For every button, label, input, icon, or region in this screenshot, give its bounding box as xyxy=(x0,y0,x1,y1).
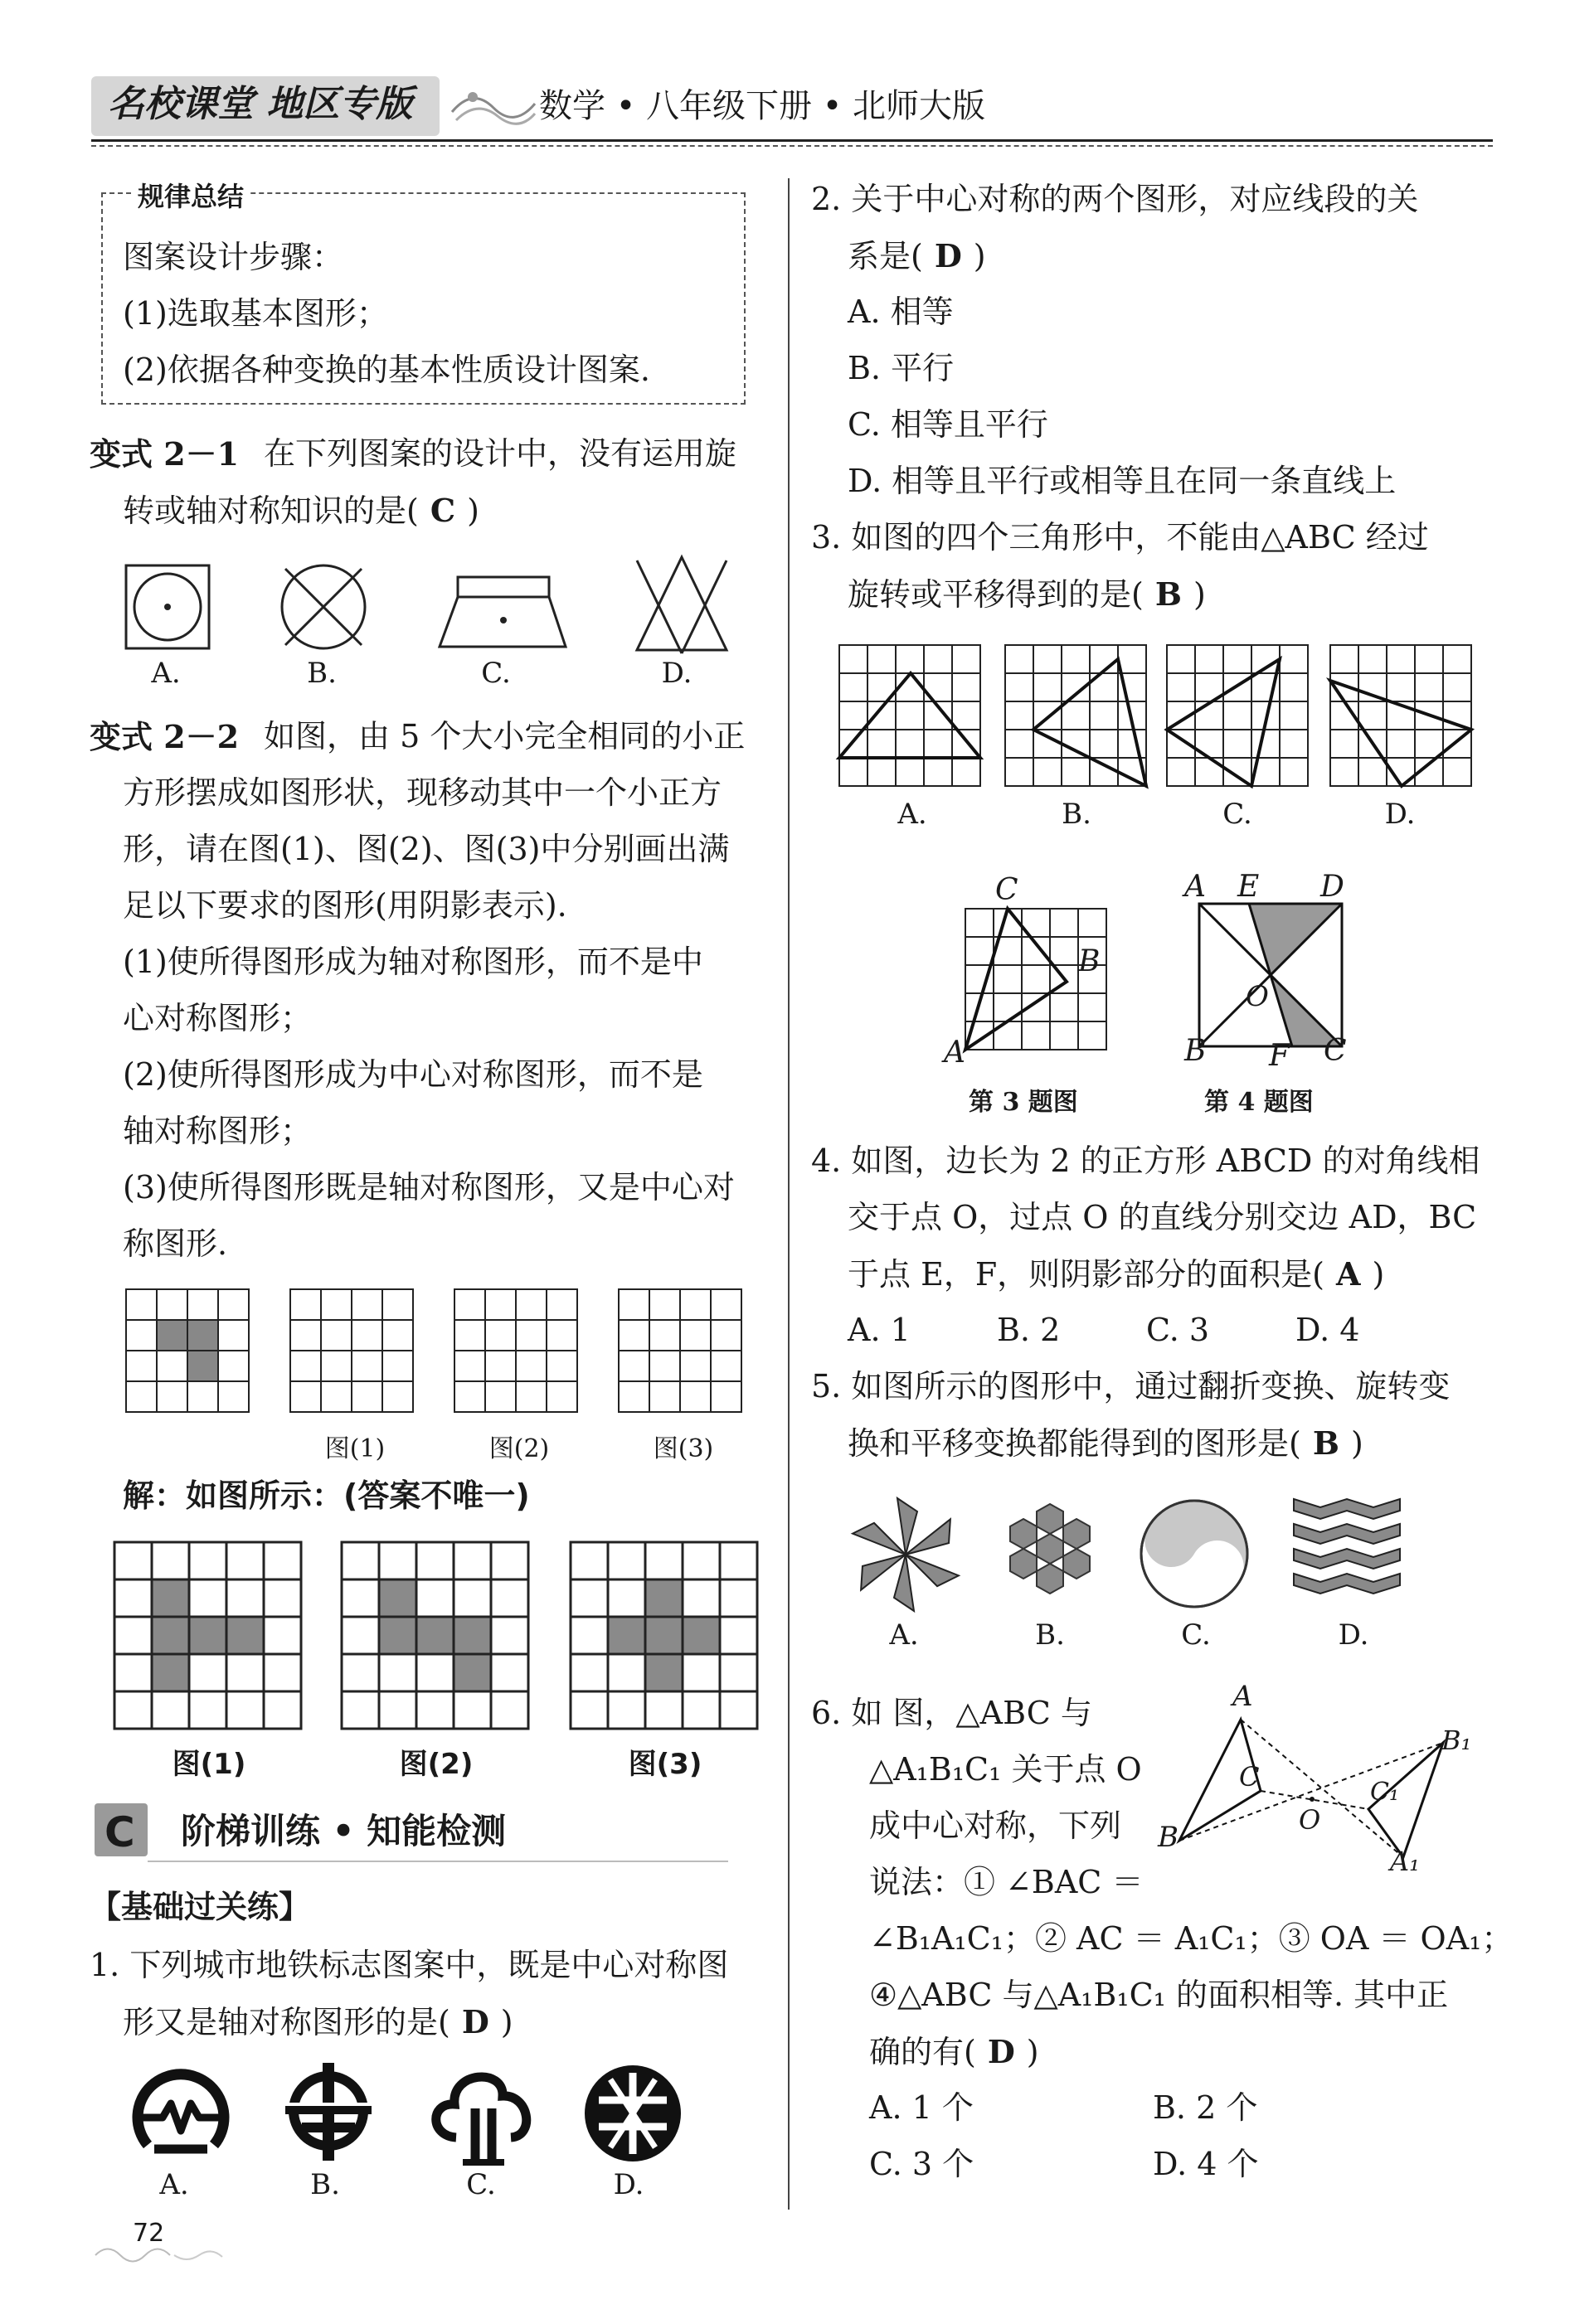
v22-line-5: 心对称图形； xyxy=(123,1000,313,1036)
q4-line-2: 于点 E，F，则阴影部分的面积是( A ) xyxy=(848,1255,1385,1293)
v22-sol-label-3: 图(3) xyxy=(628,1748,702,1781)
q1-logo-b xyxy=(279,2060,378,2163)
v22-solution-grid-3 xyxy=(571,1542,763,1735)
v21-label: 变式 2－1 xyxy=(90,435,240,473)
q2-answer: D xyxy=(934,237,962,274)
q6-option-c: C. 3 个 xyxy=(869,2146,974,2182)
q6-pt-o: O xyxy=(1299,1804,1321,1836)
v21-answer: C xyxy=(430,492,456,529)
rule-summary-title: 规律总结 xyxy=(131,181,250,212)
q6-option-a: A. 1 个 xyxy=(869,2089,974,2126)
q6-option-b: B. 2 个 xyxy=(1153,2089,1258,2126)
q4-pt-f: F xyxy=(1269,1039,1290,1073)
rule-line-2: (1)选取基本图形； xyxy=(123,295,388,332)
q2-option-b: B. 平行 xyxy=(848,350,955,386)
q3-line2: 旋转或平移得到的是( B ) xyxy=(848,575,1206,613)
v21-figure-a xyxy=(123,562,214,653)
q1-logo-c xyxy=(430,2063,537,2166)
v22-line-8: (3)使所得图形既是轴对称图形，又是中心对 xyxy=(123,1169,735,1206)
q5-zigzag-figure xyxy=(1287,1492,1412,1608)
v21-figure-d xyxy=(632,554,731,657)
v22-solution-grid-1 xyxy=(114,1542,307,1735)
q4-option-c: C. 3 xyxy=(1146,1312,1210,1348)
q2-line1: 2. 关于中心对称的两个图形，对应线段的关 xyxy=(811,181,1419,217)
q4-pt-e: E xyxy=(1237,870,1260,904)
q3-option-c: C. xyxy=(1222,798,1252,831)
q6-line-0: 6. 如 图，△ABC 与 xyxy=(811,1695,1092,1731)
q3-fig-caption: 第 3 题图 xyxy=(969,1088,1078,1117)
q4-option-a: A. 1 xyxy=(848,1312,911,1348)
q5-option-a: A. xyxy=(889,1618,919,1652)
header-rule-dashed xyxy=(91,145,1493,147)
q2-option-d: D. 相等且平行或相等且在同一条直线上 xyxy=(848,463,1397,499)
v21-option-d: D. xyxy=(661,657,693,690)
q6-line-6: 确的有( D ) xyxy=(869,2033,1039,2070)
v21-option-b: B. xyxy=(307,657,337,690)
q3-line1: 3. 如图的四个三角形中，不能由△ABC 经过 xyxy=(811,519,1429,556)
v22-line-2: 形，请在图(1)、图(2)、图(3)中分别画出满 xyxy=(123,831,730,867)
q4-answer: A xyxy=(1336,1255,1361,1293)
q6-line-1: △A₁B₁C₁ 关于点 O xyxy=(869,1751,1142,1788)
v22-grid-original xyxy=(126,1289,255,1419)
v22-line-6: (2)使所得图形成为中心对称图形，而不是 xyxy=(123,1056,703,1093)
q6-pt-b1: B₁ xyxy=(1441,1725,1472,1756)
v22-solution-grid-2 xyxy=(342,1542,534,1735)
q3-pt-c: C xyxy=(995,873,1018,907)
q4-pt-b: B xyxy=(1184,1034,1207,1068)
q2-option-a: A. 相等 xyxy=(848,294,954,330)
v22-grid-blank-3 xyxy=(454,1289,584,1419)
q5-option-b: B. xyxy=(1035,1618,1065,1652)
header-wave-icon xyxy=(448,79,539,129)
v21-line1: 在下列图案的设计中，没有运用旋 xyxy=(264,435,737,472)
v22-line-7: 轴对称图形； xyxy=(123,1113,313,1149)
q3-pt-a: A xyxy=(944,1036,965,1070)
q1-line1: 1. 下列城市地铁标志图案中，既是中心对称图 xyxy=(90,1947,729,1983)
page-number: 72 xyxy=(133,2219,165,2248)
q3-option-c-figure xyxy=(1165,643,1315,793)
v21-figure-b xyxy=(274,557,373,657)
q4-option-b: B. 2 xyxy=(997,1312,1061,1348)
q6-line-2: 成中心对称，下列 xyxy=(869,1807,1122,1844)
v22-grid-blank-2 xyxy=(290,1289,420,1419)
q3-pt-b: B xyxy=(1078,944,1101,978)
v22-grid-blank-4 xyxy=(619,1289,748,1419)
section-c-sub: 【基础过关练】 xyxy=(90,1889,311,1925)
q6-pt-c1: C₁ xyxy=(1370,1778,1399,1807)
q5-line1: 5. 如图所示的图形中，通过翻折变换、旋转变 xyxy=(811,1368,1451,1405)
q3-figure xyxy=(962,905,1111,1055)
q1-line2: 形又是轴对称图形的是( D ) xyxy=(123,2003,513,2040)
q4-pt-d: D xyxy=(1320,870,1344,904)
v22-sol-label-2: 图(2) xyxy=(399,1748,474,1781)
q4-pt-a: A xyxy=(1184,870,1206,904)
q5-line2: 换和平移变换都能得到的图形是( B ) xyxy=(848,1424,1363,1462)
header-rule xyxy=(91,139,1493,142)
v21-figure-c xyxy=(433,572,574,655)
q6-pt-b: B xyxy=(1158,1821,1178,1854)
q5-answer: B xyxy=(1312,1424,1339,1462)
q5-circle-figure xyxy=(1136,1496,1252,1612)
q5-hexagon-figure xyxy=(992,1496,1108,1612)
q5-option-d: D. xyxy=(1338,1618,1369,1652)
v22-line-9: 称图形. xyxy=(123,1225,228,1262)
q4-pt-c: C xyxy=(1324,1034,1347,1068)
q3-option-a-figure xyxy=(838,643,987,793)
section-c-title: 阶梯训练 • 知能检测 xyxy=(181,1811,507,1851)
v21-line2: 转或轴对称知识的是( C ) xyxy=(123,492,479,529)
v22-solution: 解：如图所示：(答案不唯一) xyxy=(123,1477,530,1514)
q1-option-d: D. xyxy=(613,2168,644,2201)
v22-line-3: 足以下要求的图形(用阴影表示). xyxy=(123,887,567,924)
section-c-letter: C xyxy=(104,1808,135,1856)
q1-logo-a xyxy=(131,2066,231,2166)
v22-line-4: (1)使所得图形成为轴对称图形，而不是中 xyxy=(123,944,703,980)
column-divider xyxy=(788,178,790,2210)
q1-answer: D xyxy=(461,2003,489,2040)
q3-option-d-figure xyxy=(1329,643,1478,793)
page-ornament-icon xyxy=(91,2239,224,2272)
header-book: 数学 • 八年级下册 • 北师大版 xyxy=(539,87,986,125)
q3-option-d: D. xyxy=(1384,798,1416,831)
q4-option-d: D. 4 xyxy=(1295,1312,1360,1348)
q6-line-4: ∠B₁A₁C₁；② AC ＝ A₁C₁；③ OA ＝ OA₁； xyxy=(869,1920,1514,1957)
v21-option-a: A. xyxy=(151,657,181,690)
v22-fig-label-3: 图(3) xyxy=(653,1434,714,1463)
q6-option-d: D. 4 个 xyxy=(1153,2146,1259,2182)
q1-option-a: A. xyxy=(159,2168,189,2201)
section-c-underline xyxy=(148,1861,728,1862)
q4-line-0: 4. 如图，边长为 2 的正方形 ABCD 的对角线相 xyxy=(811,1143,1480,1179)
v21-option-c: C. xyxy=(481,657,511,690)
q1-option-b: B. xyxy=(310,2168,340,2201)
v22-fig-label-1: 图(1) xyxy=(324,1434,386,1463)
q4-figure xyxy=(1198,902,1344,1048)
q4-pt-o: O xyxy=(1246,980,1269,1013)
q1-logo-d xyxy=(582,2063,683,2164)
q6-pt-c: C xyxy=(1239,1761,1260,1793)
rule-line-3: (2)依据各种变换的基本性质设计图案. xyxy=(123,352,650,388)
v22-sol-label-1: 图(1) xyxy=(172,1748,246,1781)
q5-option-c: C. xyxy=(1181,1618,1211,1652)
q3-answer: B xyxy=(1154,575,1182,613)
rule-line-1: 图案设计步骤： xyxy=(123,239,344,275)
v22-label: 变式 2－2 xyxy=(90,718,240,755)
v22-line-1: 方形摆成如图形状，现移动其中一个小正方 xyxy=(123,774,722,811)
q4-line-1: 交于点 O，过点 O 的直线分别交边 AD，BC xyxy=(848,1199,1477,1235)
q2-option-c: C. 相等且平行 xyxy=(848,406,1048,443)
q3-option-a: A. xyxy=(897,798,927,831)
q1-option-c: C. xyxy=(466,2168,496,2201)
q2-line2: 系是( D ) xyxy=(848,237,986,274)
q5-pinwheel-figure xyxy=(848,1492,964,1617)
q6-line-3: 说法：① ∠BAC ＝ xyxy=(869,1864,1144,1900)
q3-option-b: B. xyxy=(1062,798,1091,831)
q6-line-5: ④△ABC 与△A₁B₁C₁ 的面积相等. 其中正 xyxy=(869,1977,1449,2013)
v22-fig-label-2: 图(2) xyxy=(488,1434,550,1463)
v22-line-0: 如图，由 5 个大小完全相同的小正 xyxy=(264,718,746,754)
header-series: 名校课堂 地区专版 xyxy=(108,83,413,125)
q3-option-b-figure xyxy=(1004,643,1153,793)
q6-pt-a: A xyxy=(1232,1680,1253,1713)
q6-answer: D xyxy=(987,2033,1015,2070)
q4-fig-caption: 第 4 题图 xyxy=(1204,1088,1314,1117)
q6-pt-a1: A₁ xyxy=(1390,1846,1420,1877)
